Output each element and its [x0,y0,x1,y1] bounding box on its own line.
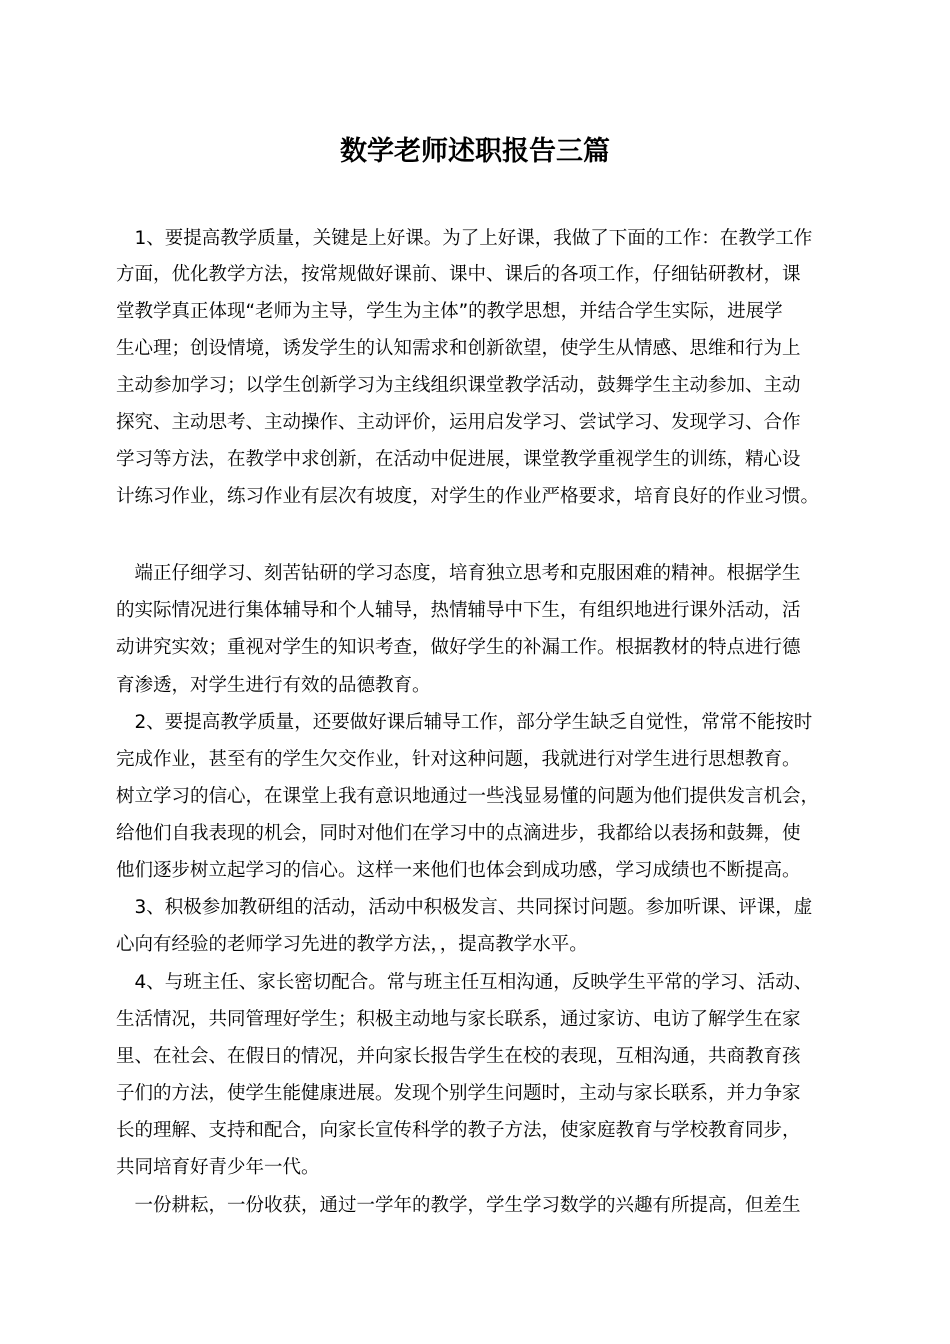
paragraph-4-line-1: 3、积极参加教研组的活动，活动中积极发言、共同探讨问题。参加听课、评课，虚 [116,897,813,918]
paragraph-3-line-2: 完成作业，甚至有的学生欠交作业，针对这种问题，我就进行对学生进行思想教育。 [116,749,801,770]
paragraph-5-line-2: 生活情况，共同管理好学生；积极主动地与家长联系，通过家访、电访了解学生在家 [116,1009,801,1030]
paragraph-5-line-3: 里、在社会、在假日的情况，并向家长报告学生在校的表现，互相沟通，共商教育孩 [116,1046,801,1067]
paragraph-1-line-6: 探究、主动思考、主动操作、主动评价，运用启发学习、尝试学习、发现学习、合作 [116,412,801,433]
paragraph-1-line-3: 堂教学真正体现“老师为主导，学生为主体”的教学思想，并结合学生实际，进展学 [116,301,783,322]
paragraph-6-line-1: 一份耕耘，一份收获，通过一学年的教学，学生学习数学的兴趣有所提高，但差生 [116,1195,801,1216]
paragraph-2-line-1: 端正仔细学习、刻苦钻研的学习态度，培育独立思考和克服困难的精神。根据学生 [116,563,801,584]
paragraph-5-line-5: 长的理解、支持和配合，向家长宣传科学的教子方法，使家庭教育与学校教育同步， [116,1120,801,1141]
document-title: 数学老师述职报告三篇 [340,136,610,167]
paragraph-3-line-3: 树立学习的信心，在课堂上我有意识地通过一些浅显易懂的问题为他们提供发言机会， [116,786,820,807]
paragraph-1-line-5: 主动参加学习；以学生创新学习为主线组织课堂教学活动，鼓舞学生主动参加、主动 [116,375,801,396]
paragraph-5-line-4: 子们的方法，使学生能健康进展。发现个别学生问题时，主动与家长联系，并力争家 [116,1083,801,1104]
paragraph-1-line-8: 计练习作业，练习作业有层次有坡度，对学生的作业严格要求，培育良好的作业习惯。 [116,486,820,507]
paragraph-5-line-1: 4、与班主任、家长密切配合。常与班主任互相沟通，反映学生平常的学习、活动、 [116,972,813,993]
paragraph-1-line-1: 1、要提高教学质量，关键是上好课。为了上好课，我做了下面的工作：在教学工作 [116,228,813,249]
paragraph-3-line-1: 2、要提高教学质量，还要做好课后辅导工作，部分学生缺乏自觉性，常常不能按时 [116,712,813,733]
paragraph-3-line-4: 给他们自我表现的机会，同时对他们在学习中的点滴进步，我都给以表扬和鼓舞，使 [116,823,801,844]
paragraph-5-line-6: 共同培育好青少年一代。 [116,1157,320,1178]
paragraph-2-line-3: 动讲究实效；重视对学生的知识考查，做好学生的补漏工作。根据教材的特点进行德 [116,637,801,658]
paragraph-2-line-2: 的实际情况进行集体辅导和个人辅导，热情辅导中下生，有组织地进行课外活动，活 [116,600,801,621]
paragraph-4-line-2: 心向有经验的老师学习先进的教学方法，，提高教学水平。 [116,934,588,955]
paragraph-1-line-7: 学习等方法，在教学中求创新，在活动中促进展，课堂教学重视学生的训练，精心设 [116,449,801,470]
paragraph-3-line-5: 他们逐步树立起学习的信心。这样一来他们也体会到成功感，学习成绩也不断提高。 [116,860,801,881]
paragraph-1-line-2: 方面，优化教学方法，按常规做好课前、课中、课后的各项工作，仔细钻研教材，课 [116,264,801,285]
paragraph-2-line-4: 育渗透，对学生进行有效的品德教育。 [116,675,431,696]
paragraph-1-line-4: 生心理；创设情境，诱发学生的认知需求和创新欲望，使学生从情感、思维和行为上 [116,338,801,359]
